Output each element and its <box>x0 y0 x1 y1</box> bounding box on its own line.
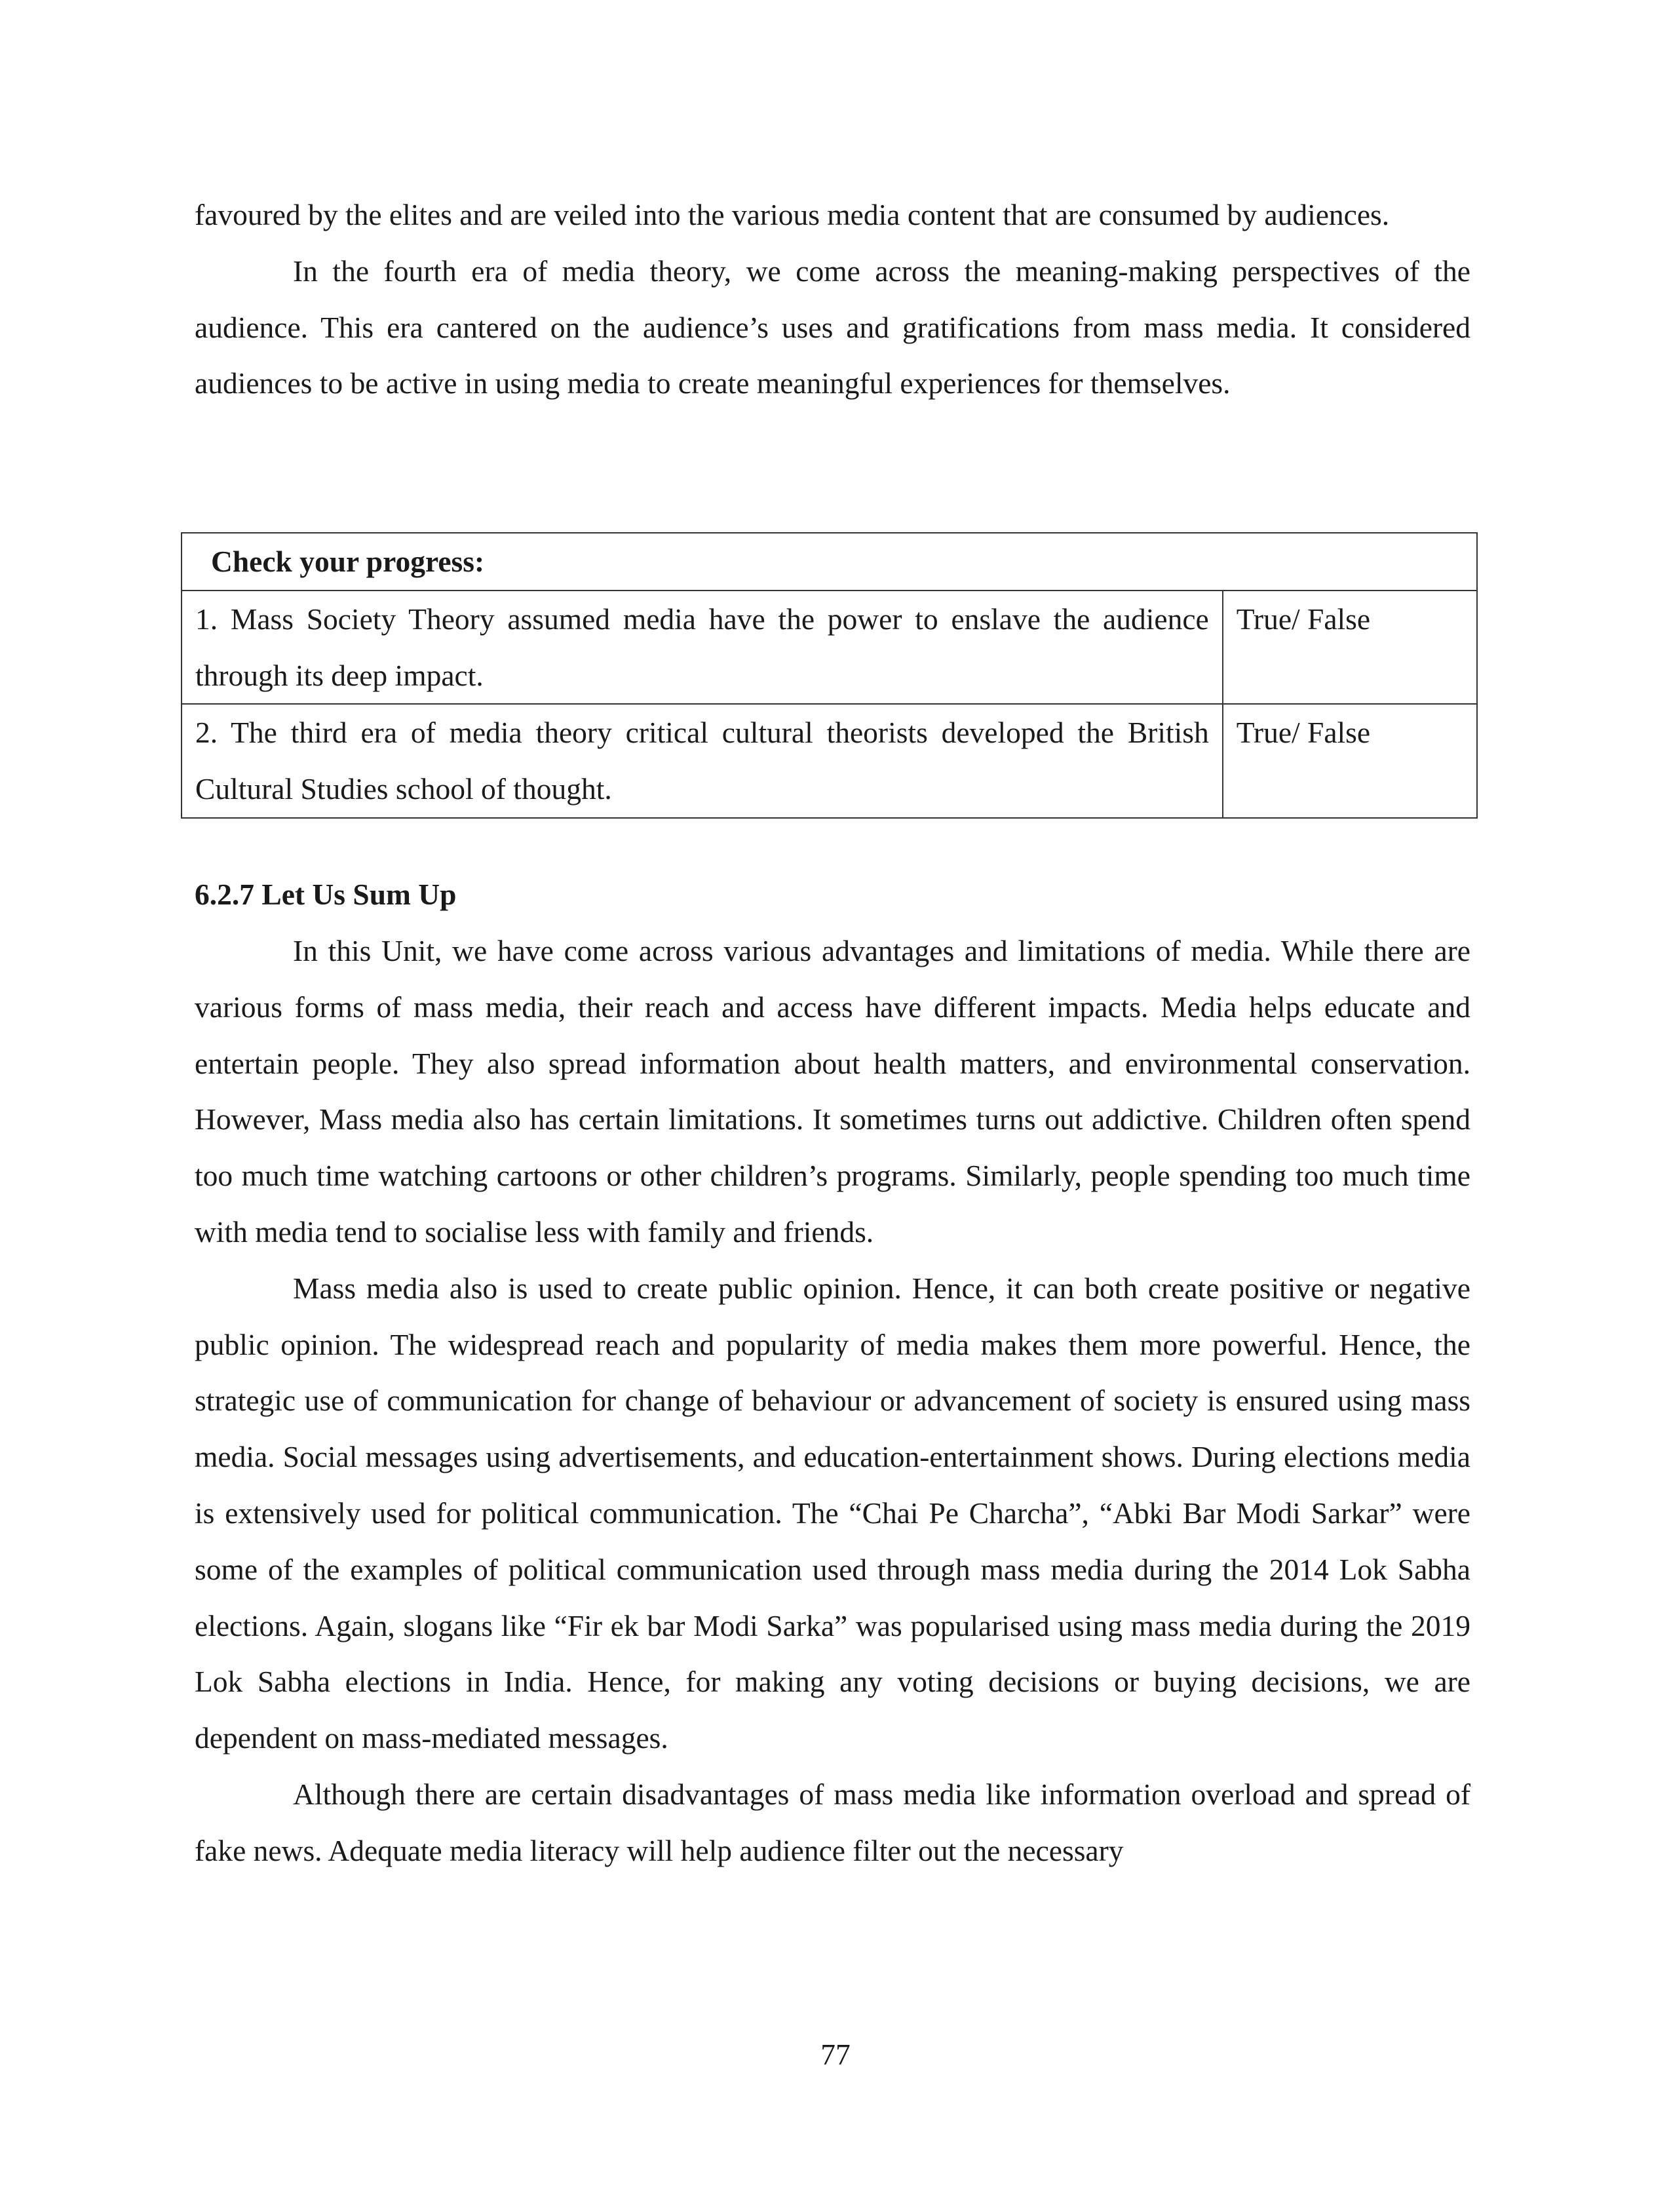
table-row <box>182 704 1477 818</box>
table-heading-row <box>182 533 1477 591</box>
answer-cell: True/ False <box>1223 704 1477 818</box>
body-paragraph-fourth-era: In the fourth era of media theory, we come across the meaning-making perspectives of the audience. This era cantered on the audience’s uses and gratifications from mass media. It considered audiences to be active in using media to create meaningful experiences for themselves. <box>195 254 1470 400</box>
answer-cell: True/ False <box>1223 591 1477 705</box>
section-heading: 6.2.7 Let Us Sum Up <box>195 878 457 911</box>
body-paragraph: Although there are certain disadvantages of mass media like information overload and spread of fake news. Adequate media literacy will help audience filter out the necessary <box>195 1777 1470 1867</box>
question-cell: 2. The third era of media theory critical cultural theorists developed the British Cultural Studies school of thought. <box>182 704 1223 818</box>
check-progress-table <box>181 532 1478 819</box>
body-paragraph: Mass media also is used to create public opinion. Hence, it can both create positive or negative public opinion. The widespread reach and popularity of media makes them more powerful. Hence, the strategic use of communication for change of behaviour or advancement of society is ensured using mass media. Social messages using advertisements, and education-entertainment shows. During elections media is extensively used for political communication. The “Chai Pe Charcha”, “Abki Bar Modi Sarkar” were some of the examples of political communication used through mass media during the 2014 Lok Sabha elections. Again, slogans like “Fir ek bar Modi Sarka” was popularised using mass media during the 2019 Lok Sabha elections in India. Hence, for making any voting decisions or buying decisions, we are dependent on mass-mediated messages. <box>195 1271 1470 1755</box>
body-paragraph: In this Unit, we have come across various advantages and limitations of media. While there are various forms of mass media, their reach and access have different impacts. Media helps educate and entertain people. They also spread information about health matters, and environmental conservation. However, Mass media also has certain limitations. It sometimes turns out addictive. Children often spend too much time watching cartoons or other children’s programs. Similarly, people spending too much time with media tend to socialise less with family and friends. <box>195 934 1470 1249</box>
check-progress-heading: Check your progress: <box>182 533 1477 591</box>
table-row <box>182 591 1477 705</box>
sum-up-text-block <box>195 923 1470 1879</box>
question-cell: 1. Mass Society Theory assumed media have the power to enslave the audience through its deep impact. <box>182 591 1223 705</box>
page-number: 77 <box>820 2038 851 2071</box>
body-paragraph-continuation: favoured by the elites and are veiled into the various media content that are consumed by audiences. <box>195 198 1390 231</box>
top-text-block <box>195 187 1470 412</box>
